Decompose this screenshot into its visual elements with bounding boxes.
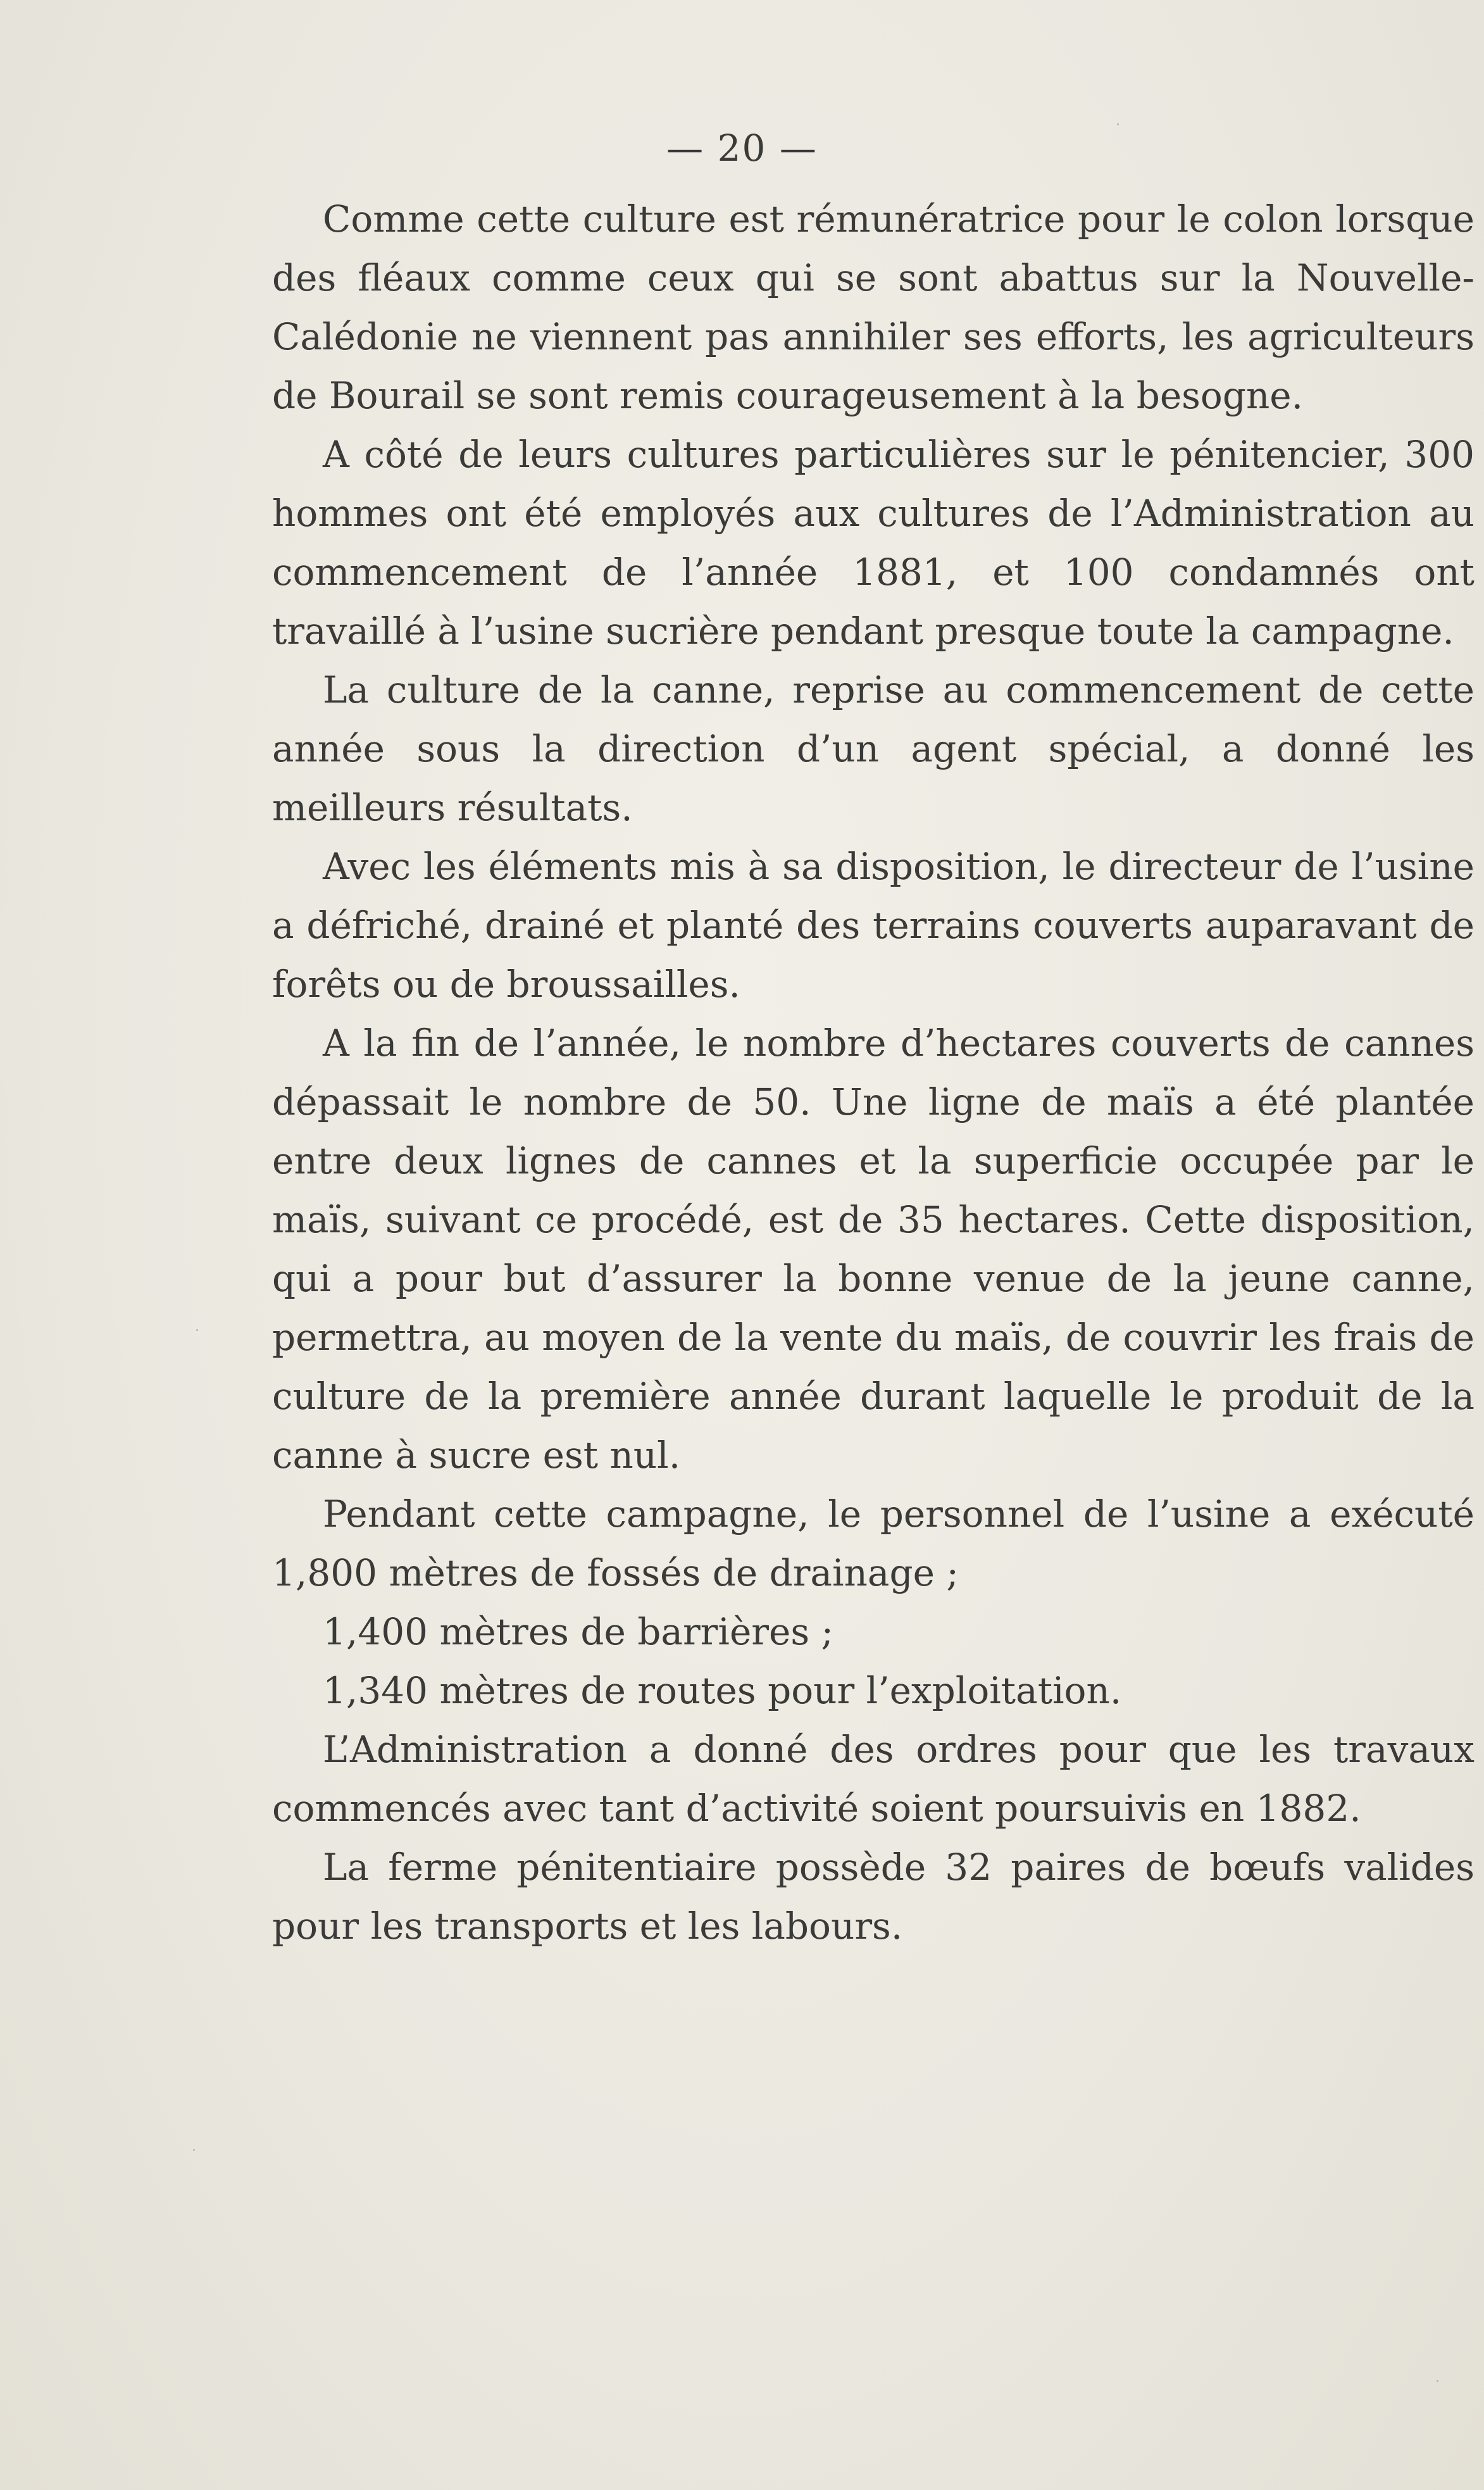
paragraph: 1,400 mètres de barrières ;	[323, 1610, 834, 1653]
paragraph: 1,340 mètres de routes pour l’exploitation.	[323, 1669, 1122, 1712]
paragraph: La culture de la canne, reprise au commencement de cette année sous la direction d’un agent spécial, a donné les meilleurs résultats.	[272, 668, 1475, 829]
paragraph: L’Administration a donné des ordres pour que les travaux commencés avec tant d’activité soient poursuivis en 1882.	[272, 1728, 1475, 1830]
paragraph: Comme cette culture est rémunératrice pour le colon lorsque des fléaux comme ceux qui se sont abattus sur la Nouvelle-Calédonie ne viennent pas annihiler ses efforts, les agriculteurs de Bourail se sont remis courageusement à la besogne.	[272, 197, 1475, 417]
paper-speck	[196, 1329, 198, 1331]
body-text	[272, 190, 1475, 1956]
paragraph: A la fin de l’année, le nombre d’hectares couverts de cannes dépassait le nombre de 50. Une ligne de maïs a été plantée entre deux lignes de cannes et la superficie occupée par le maïs, suivant ce procédé, est de 35 hectares. Cette disposition, qui a pour but d’assurer la bonne venue de la jeune canne, permettra, au moyen de la vente du maïs, de couvrir les frais de culture de la première année durant laquelle le produit de la canne à sucre est nul.	[272, 1022, 1475, 1477]
paragraph: La ferme pénitentiaire possède 32 paires de bœufs valides pour les transports et les labours.	[272, 1846, 1475, 1948]
page-number: — 20 —	[666, 127, 818, 170]
paper-speck	[193, 2149, 195, 2151]
paragraph: Pendant cette campagne, le personnel de l’usine a exécuté 1,800 mètres de fossés de drainage ;	[272, 1492, 1475, 1594]
paragraph: A côté de leurs cultures particulières sur le pénitencier, 300 hommes ont été employés aux cultures de l’Administration au commencement de l’année 1881, et 100 condamnés ont travaillé à l’usine sucrière pendant presque toute la campagne.	[272, 433, 1475, 653]
paper-speck	[1117, 123, 1119, 125]
paragraph: Avec les éléments mis à sa disposition, le directeur de l’usine a défriché, drainé et planté des terrains couverts auparavant de forêts ou de broussailles.	[272, 845, 1475, 1006]
paper-speck	[1437, 2380, 1438, 2382]
